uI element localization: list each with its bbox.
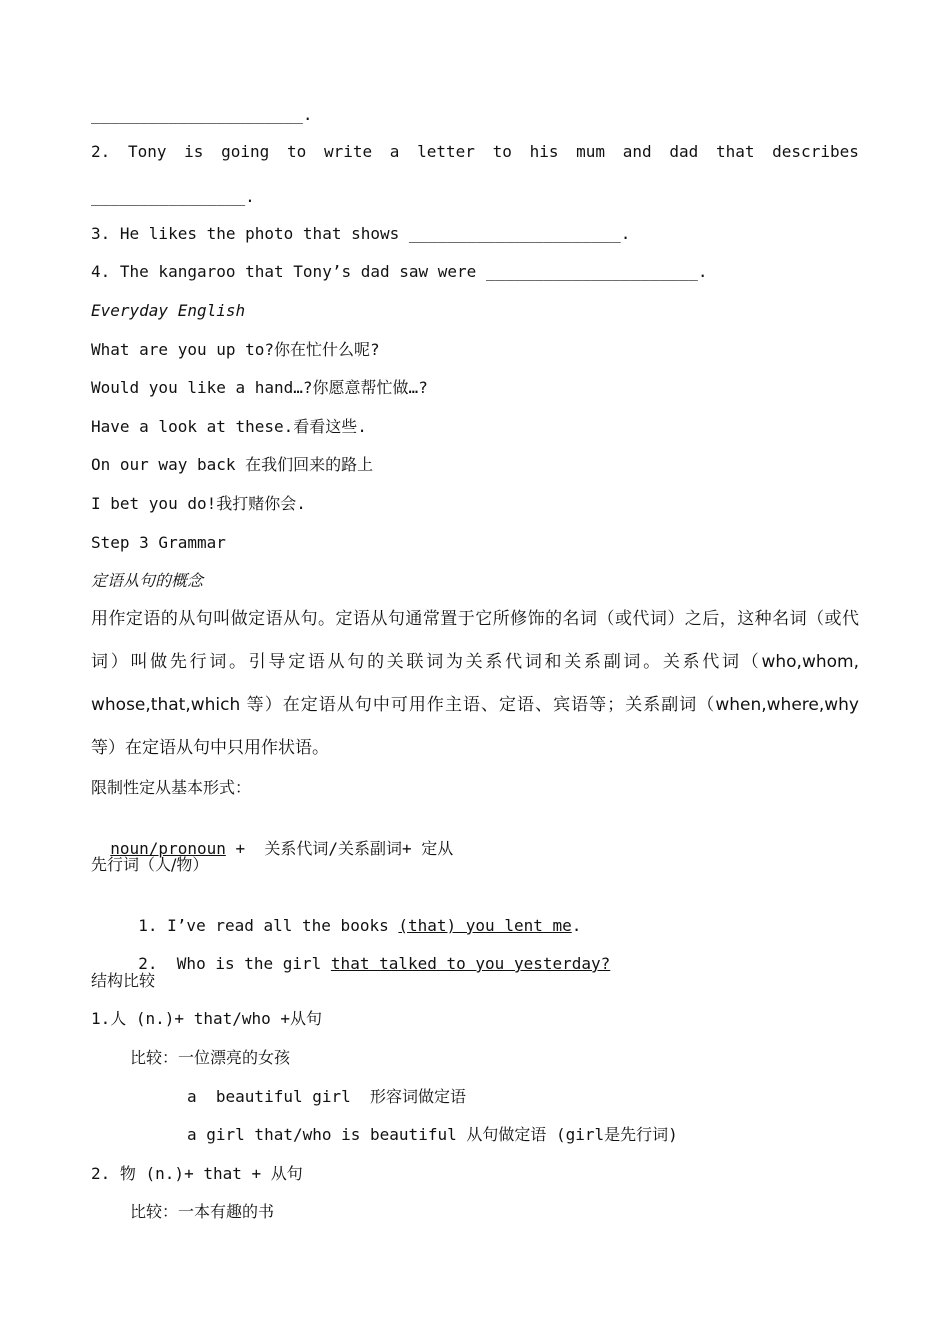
everyday-phrase-5: I bet you do!我打赌你会. (91, 494, 306, 513)
everyday-phrase-3: Have a look at these.看看这些. (91, 417, 367, 436)
concept-heading: 定语从句的概念 (91, 571, 204, 590)
exercise-2-word: dad (669, 142, 699, 161)
compare-2: 2. 物 (n.)+ that + 从句 (91, 1164, 303, 1183)
exercise-item-3: 3. He likes the photo that shows ______________________. (91, 224, 631, 243)
exercise-2-word: Tony (127, 142, 167, 161)
compare-1-example-a: a beautiful girl 形容词做定语 (187, 1087, 467, 1106)
exercise-item-4: 4. The kangaroo that Tony’s dad saw were ______________________. (91, 262, 708, 281)
exercise-2-word: to (286, 142, 307, 161)
exercise-2-word: mum (576, 142, 606, 161)
exercise-2-word: his (529, 142, 559, 161)
form-heading: 限制性定从基本形式： (91, 778, 252, 797)
exercise-2-word: write (323, 142, 373, 161)
antecedent-heading: 先行词（人/物） (91, 855, 209, 874)
exercise-2-word: that (715, 142, 755, 161)
exercise-item-2 (91, 141, 859, 163)
exercise-2-word: and (622, 142, 652, 161)
compare-1-contrast: 比较：一位漂亮的女孩 (130, 1048, 291, 1067)
example-2-clause: that talked to you yesterday? (330, 954, 611, 973)
example-2-text: 2. Who is the girl (138, 954, 331, 973)
concept-paragraph: 用作定语的从句叫做定语从句。定语从句通常置于它所修饰的名词（或代词）之后，这种名词（或代词）叫做先行词。引导定语从句的关联词为关系代词和关系副词。关系代词（who,whom, whose,that,which 等）在定语从句中可用作主语、定语、宾语等；关系副词（when,where,why 等）在定语从句中只用作状语。 (91, 609, 859, 758)
compare-1: 1.人 (n.)+ that/who +从句 (91, 1009, 323, 1028)
exercise-2-word: letter (417, 142, 475, 161)
step-heading: Step 3 Grammar (91, 533, 226, 552)
example-1-clause: (that) you lent me (398, 916, 572, 935)
example-1-text: 1. I’ve read all the books (138, 916, 399, 935)
everyday-phrase-1: What are you up to?你在忙什么呢? (91, 340, 380, 359)
exercise-2-word: 2. (91, 142, 111, 161)
example-1-end: . (571, 916, 582, 935)
everyday-phrase-2: Would you like a hand…?你愿意帮忙做…? (91, 378, 428, 397)
compare-2-contrast: 比较：一本有趣的书 (130, 1202, 275, 1221)
exercise-2-word: is (184, 142, 204, 161)
everyday-phrase-4: On our way back 在我们回来的路上 (91, 455, 374, 474)
exercise-2-word: going (221, 142, 270, 161)
exercise-2-word: to (492, 142, 512, 161)
compare-heading: 结构比较 (91, 971, 156, 990)
answer-blank-line-2: ________________. (91, 187, 255, 206)
exercise-2-word: describes (772, 142, 859, 161)
example-2 (119, 931, 610, 975)
everyday-english-heading: Everyday English (91, 301, 246, 320)
form-rest: + 关系代词/关系副词+ 定从 (225, 839, 454, 858)
compare-1-example-b: a girl that/who is beautiful 从句做定语 (girl是先行词) (187, 1125, 678, 1144)
answer-blank-line-1: ______________________. (91, 105, 313, 124)
form-noun: noun/pronoun (110, 839, 226, 858)
exercise-2-word: a (389, 142, 400, 161)
